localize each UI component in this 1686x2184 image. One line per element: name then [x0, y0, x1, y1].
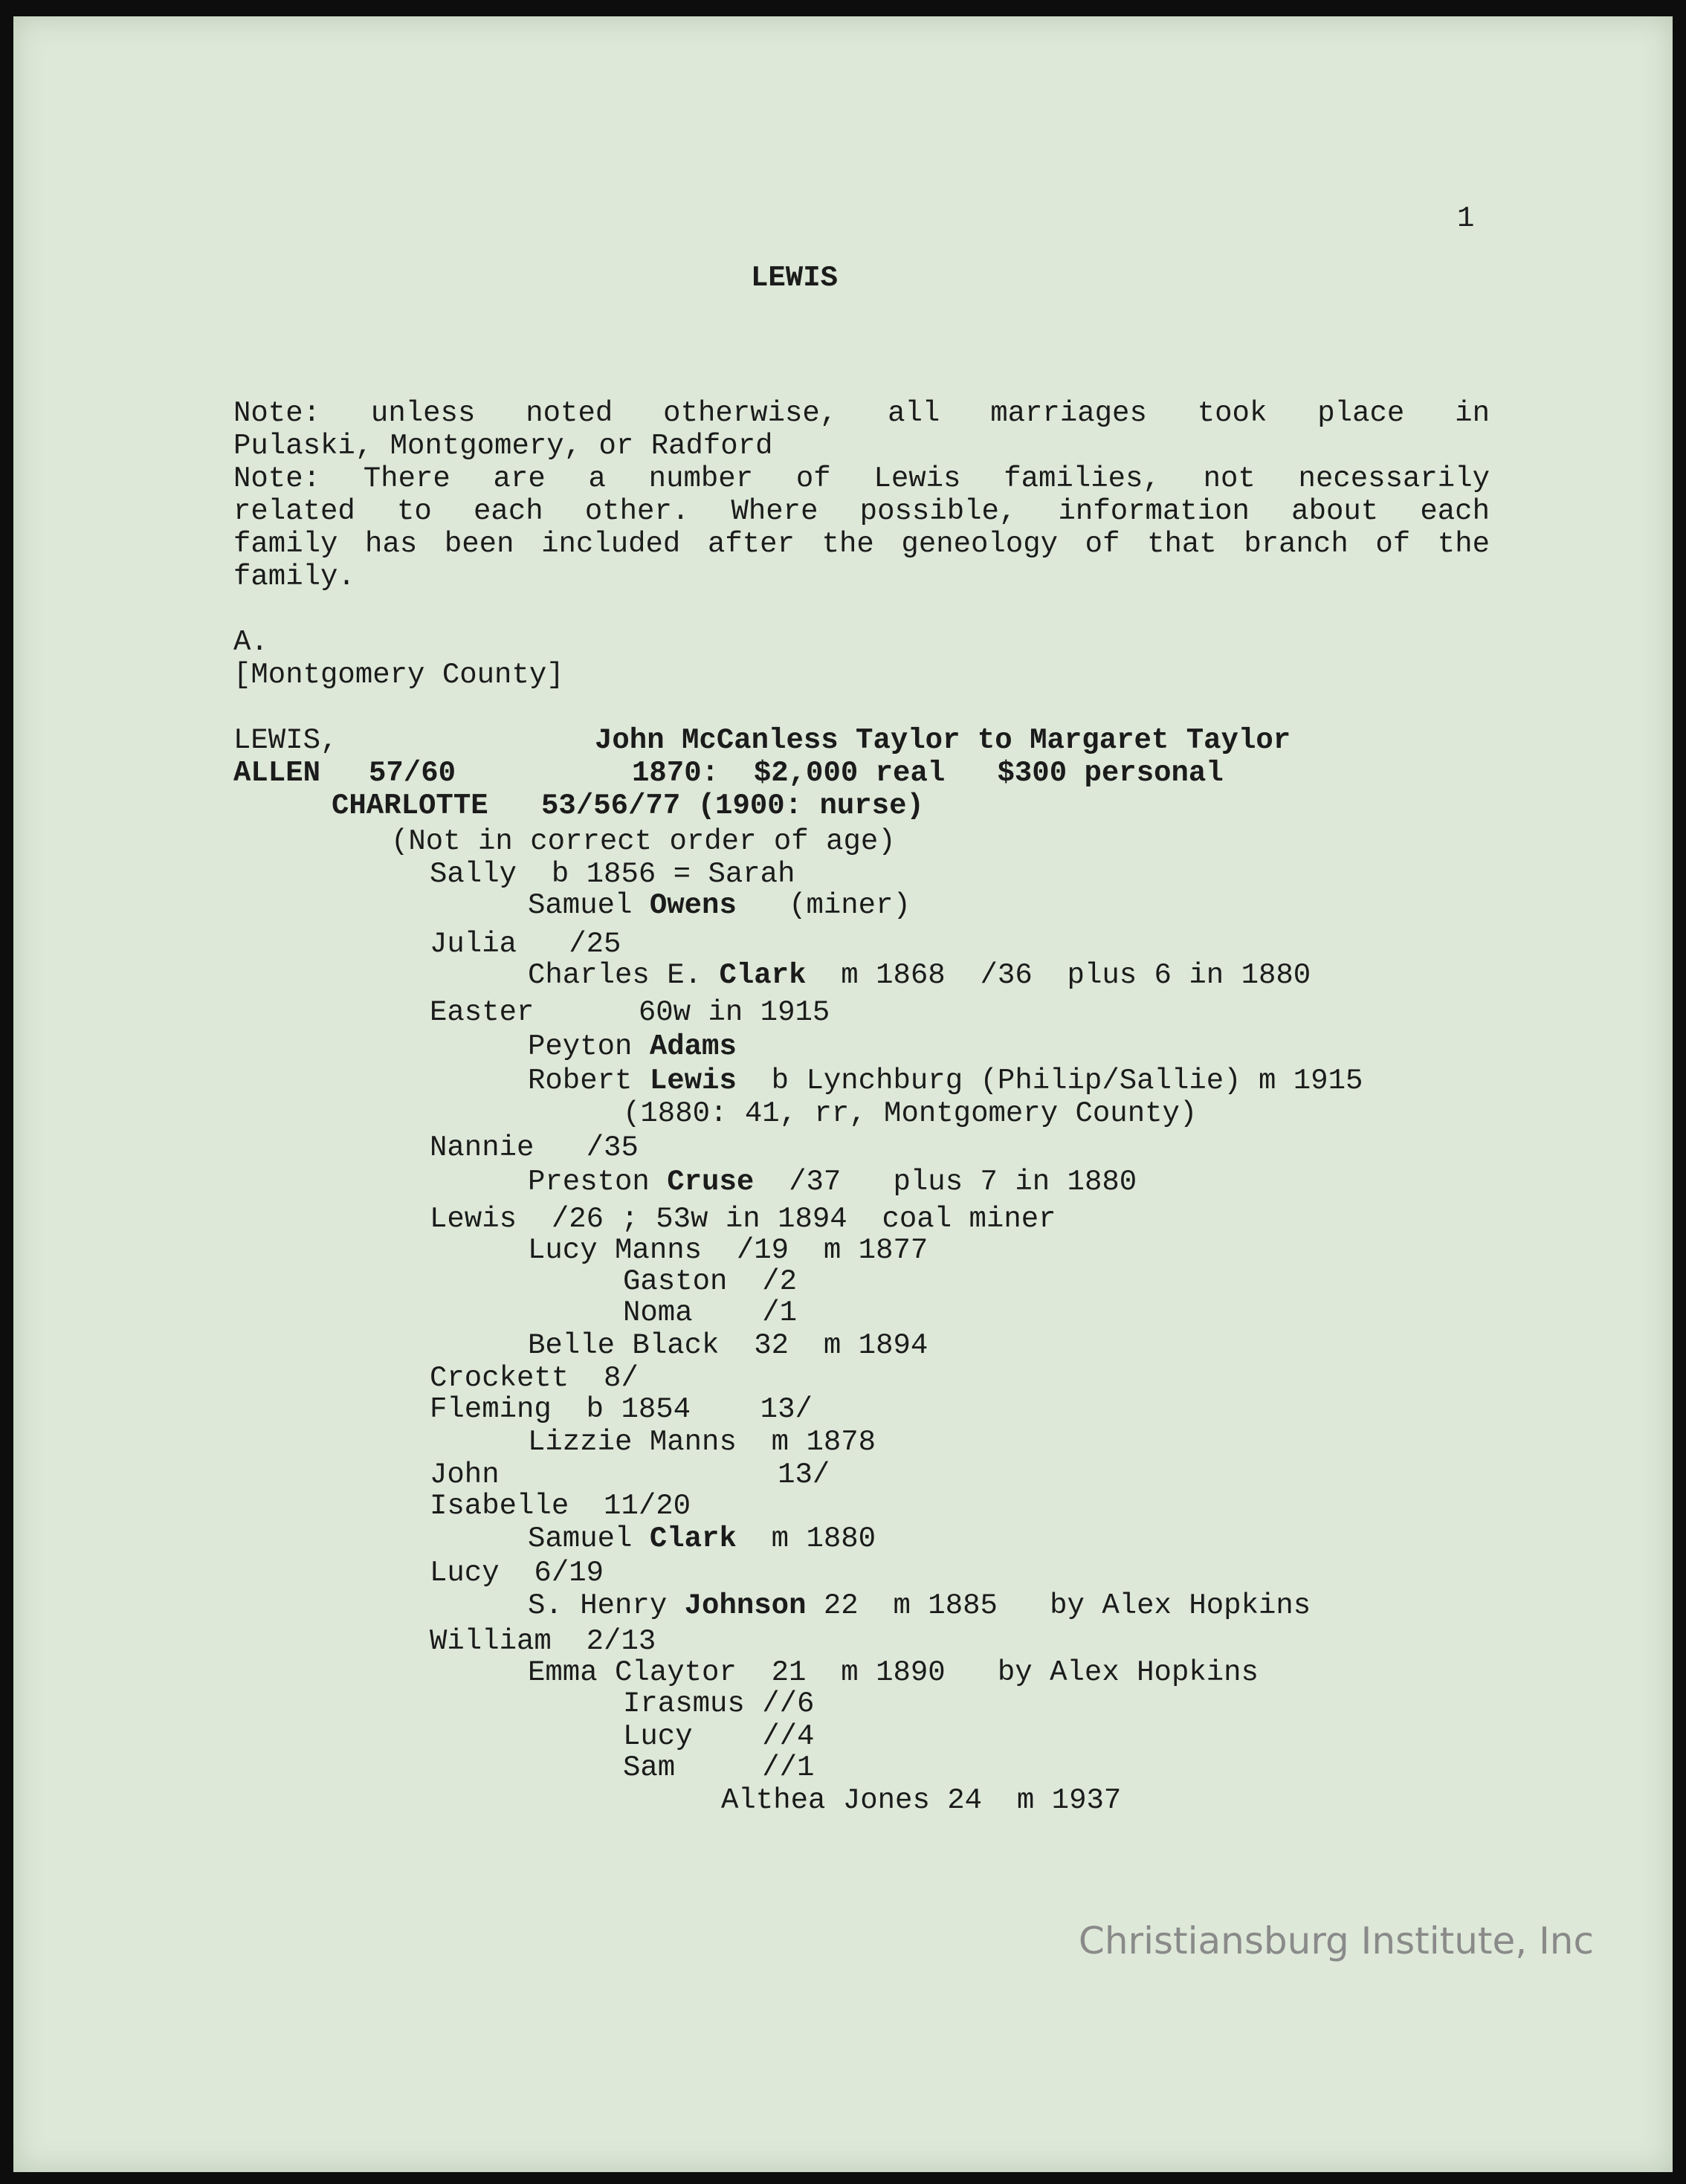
- entry-text: S. Henry: [528, 1589, 685, 1622]
- section-letter: A.: [233, 626, 268, 659]
- entry-text: Julia /25: [430, 928, 621, 960]
- family-spouse-info: 53/56/77 (1900: nurse): [541, 789, 924, 822]
- entry-detail: b Lynchburg (Philip/Sallie) m 1915: [736, 1064, 1363, 1097]
- entry-text: Belle Black 32 m 1894: [528, 1329, 928, 1362]
- page-title: LEWIS: [751, 262, 839, 294]
- entry-line: [430, 1458, 830, 1491]
- entry-line: [528, 959, 1311, 992]
- entry-text: Lizzie Manns m 1878: [528, 1426, 876, 1458]
- entry-line: [721, 1784, 1121, 1817]
- entry-detail: 22 m 1885 by Alex Hopkins: [806, 1589, 1311, 1622]
- note-line: Note: unless noted otherwise, all marriages took place in: [233, 397, 1490, 430]
- note-line: Pulaski, Montgomery, or Radford: [233, 430, 773, 462]
- entry-detail: (miner): [736, 889, 911, 922]
- note-line: related to each other. Where possible, information about each: [233, 495, 1490, 528]
- entry-line: [430, 928, 621, 960]
- note-line: family has been included after the geneology of that branch of the: [233, 528, 1490, 560]
- entry-line: [528, 1166, 1137, 1198]
- entry-line: [528, 1522, 876, 1555]
- entry-text: Robert: [528, 1064, 650, 1097]
- entry-text: Emma Claytor 21 m 1890 by Alex Hopkins: [528, 1656, 1259, 1689]
- document-page: [13, 16, 1673, 2172]
- family-head: ALLEN: [233, 757, 321, 789]
- entry-text: Sally b 1856 = Sarah: [430, 858, 795, 891]
- note-line: family.: [233, 560, 355, 593]
- entry-text: Charles E.: [528, 959, 720, 992]
- entry-text: (1880: 41, rr, Montgomery County): [623, 1097, 1198, 1130]
- entry-text: Samuel: [528, 889, 650, 922]
- entry-text: Lucy 6/19: [430, 1557, 604, 1589]
- entry-text: Noma /1: [623, 1296, 798, 1329]
- entry-surname: Clark: [719, 959, 807, 992]
- family-surname: LEWIS,: [233, 724, 338, 757]
- entry-text: Gaston /2: [623, 1265, 798, 1298]
- entry-line: [430, 1490, 691, 1522]
- entry-surname: Lewis: [649, 1064, 737, 1097]
- entry-detail: /37 plus 7 in 1880: [754, 1166, 1137, 1198]
- entry-line: [528, 1656, 1259, 1689]
- entry-line: [528, 1064, 1363, 1097]
- entry-surname: Johnson: [684, 1589, 807, 1622]
- order-note: (Not in correct order of age): [391, 825, 896, 858]
- entry-text: Sam //1: [623, 1751, 815, 1784]
- entry-surname: Cruse: [667, 1166, 755, 1198]
- entry-text: Easter 60w in 1915: [430, 996, 830, 1029]
- entry-text: Preston: [528, 1166, 668, 1198]
- entry-surname: Owens: [649, 889, 737, 922]
- entry-text: Althea Jones 24 m 1937: [721, 1784, 1122, 1817]
- entry-text: Isabelle 11/20: [430, 1490, 691, 1522]
- section-county: [Montgomery County]: [233, 659, 564, 691]
- entry-line: [528, 1589, 1311, 1622]
- entry-line: [623, 1687, 814, 1720]
- entry-text: Samuel: [528, 1522, 650, 1555]
- entry-detail: m 1880: [736, 1522, 876, 1555]
- family-owner: John McCanless Taylor to Margaret Taylor: [595, 724, 1291, 757]
- entry-line: [528, 889, 911, 922]
- entry-line: [528, 1426, 876, 1458]
- entry-text: William 2/13: [430, 1625, 656, 1658]
- entry-line: [430, 1203, 1056, 1235]
- entry-line: [623, 1097, 1197, 1130]
- page-number: 1: [1457, 202, 1475, 235]
- family-spouse: CHARLOTTE: [332, 789, 488, 822]
- entry-line: [430, 1393, 813, 1426]
- entry-surname: Clark: [649, 1522, 737, 1555]
- entry-line: [528, 1234, 928, 1267]
- entry-line: [623, 1751, 814, 1784]
- entry-text: Peyton: [528, 1030, 650, 1063]
- entry-text: Lewis /26 ; 53w in 1894 coal miner: [430, 1203, 1056, 1235]
- watermark: Christiansburg Institute, Inc: [1078, 1919, 1594, 1962]
- entry-line: [430, 996, 830, 1029]
- entry-line: [623, 1296, 797, 1329]
- entry-line: [430, 1557, 604, 1589]
- entry-surname: Adams: [649, 1030, 737, 1063]
- note-line: Note: There are a number of Lewis families, not necessarily: [233, 462, 1490, 495]
- entry-line: [528, 1030, 737, 1063]
- entry-detail: m 1868 /36 plus 6 in 1880: [806, 959, 1311, 992]
- entry-text: Lucy //4: [623, 1720, 815, 1753]
- family-head-ages: 57/60: [369, 757, 456, 789]
- entry-text: Crockett 8/: [430, 1362, 639, 1395]
- entry-line: [623, 1720, 814, 1753]
- entry-text: Irasmus //6: [623, 1687, 815, 1720]
- census-1870: 1870: $2,000 real $300 personal: [632, 757, 1224, 789]
- entry-text: Fleming b 1854 13/: [430, 1393, 813, 1426]
- entry-line: [430, 1625, 656, 1658]
- entry-line: [430, 1131, 639, 1164]
- entry-line: [430, 1362, 639, 1395]
- entry-line: [623, 1265, 797, 1298]
- entry-text: Nannie /35: [430, 1131, 639, 1164]
- entry-line: [528, 1329, 928, 1362]
- entry-text: John 13/: [430, 1458, 830, 1491]
- entry-text: Lucy Manns /19 m 1877: [528, 1234, 928, 1267]
- entry-line: [430, 858, 795, 891]
